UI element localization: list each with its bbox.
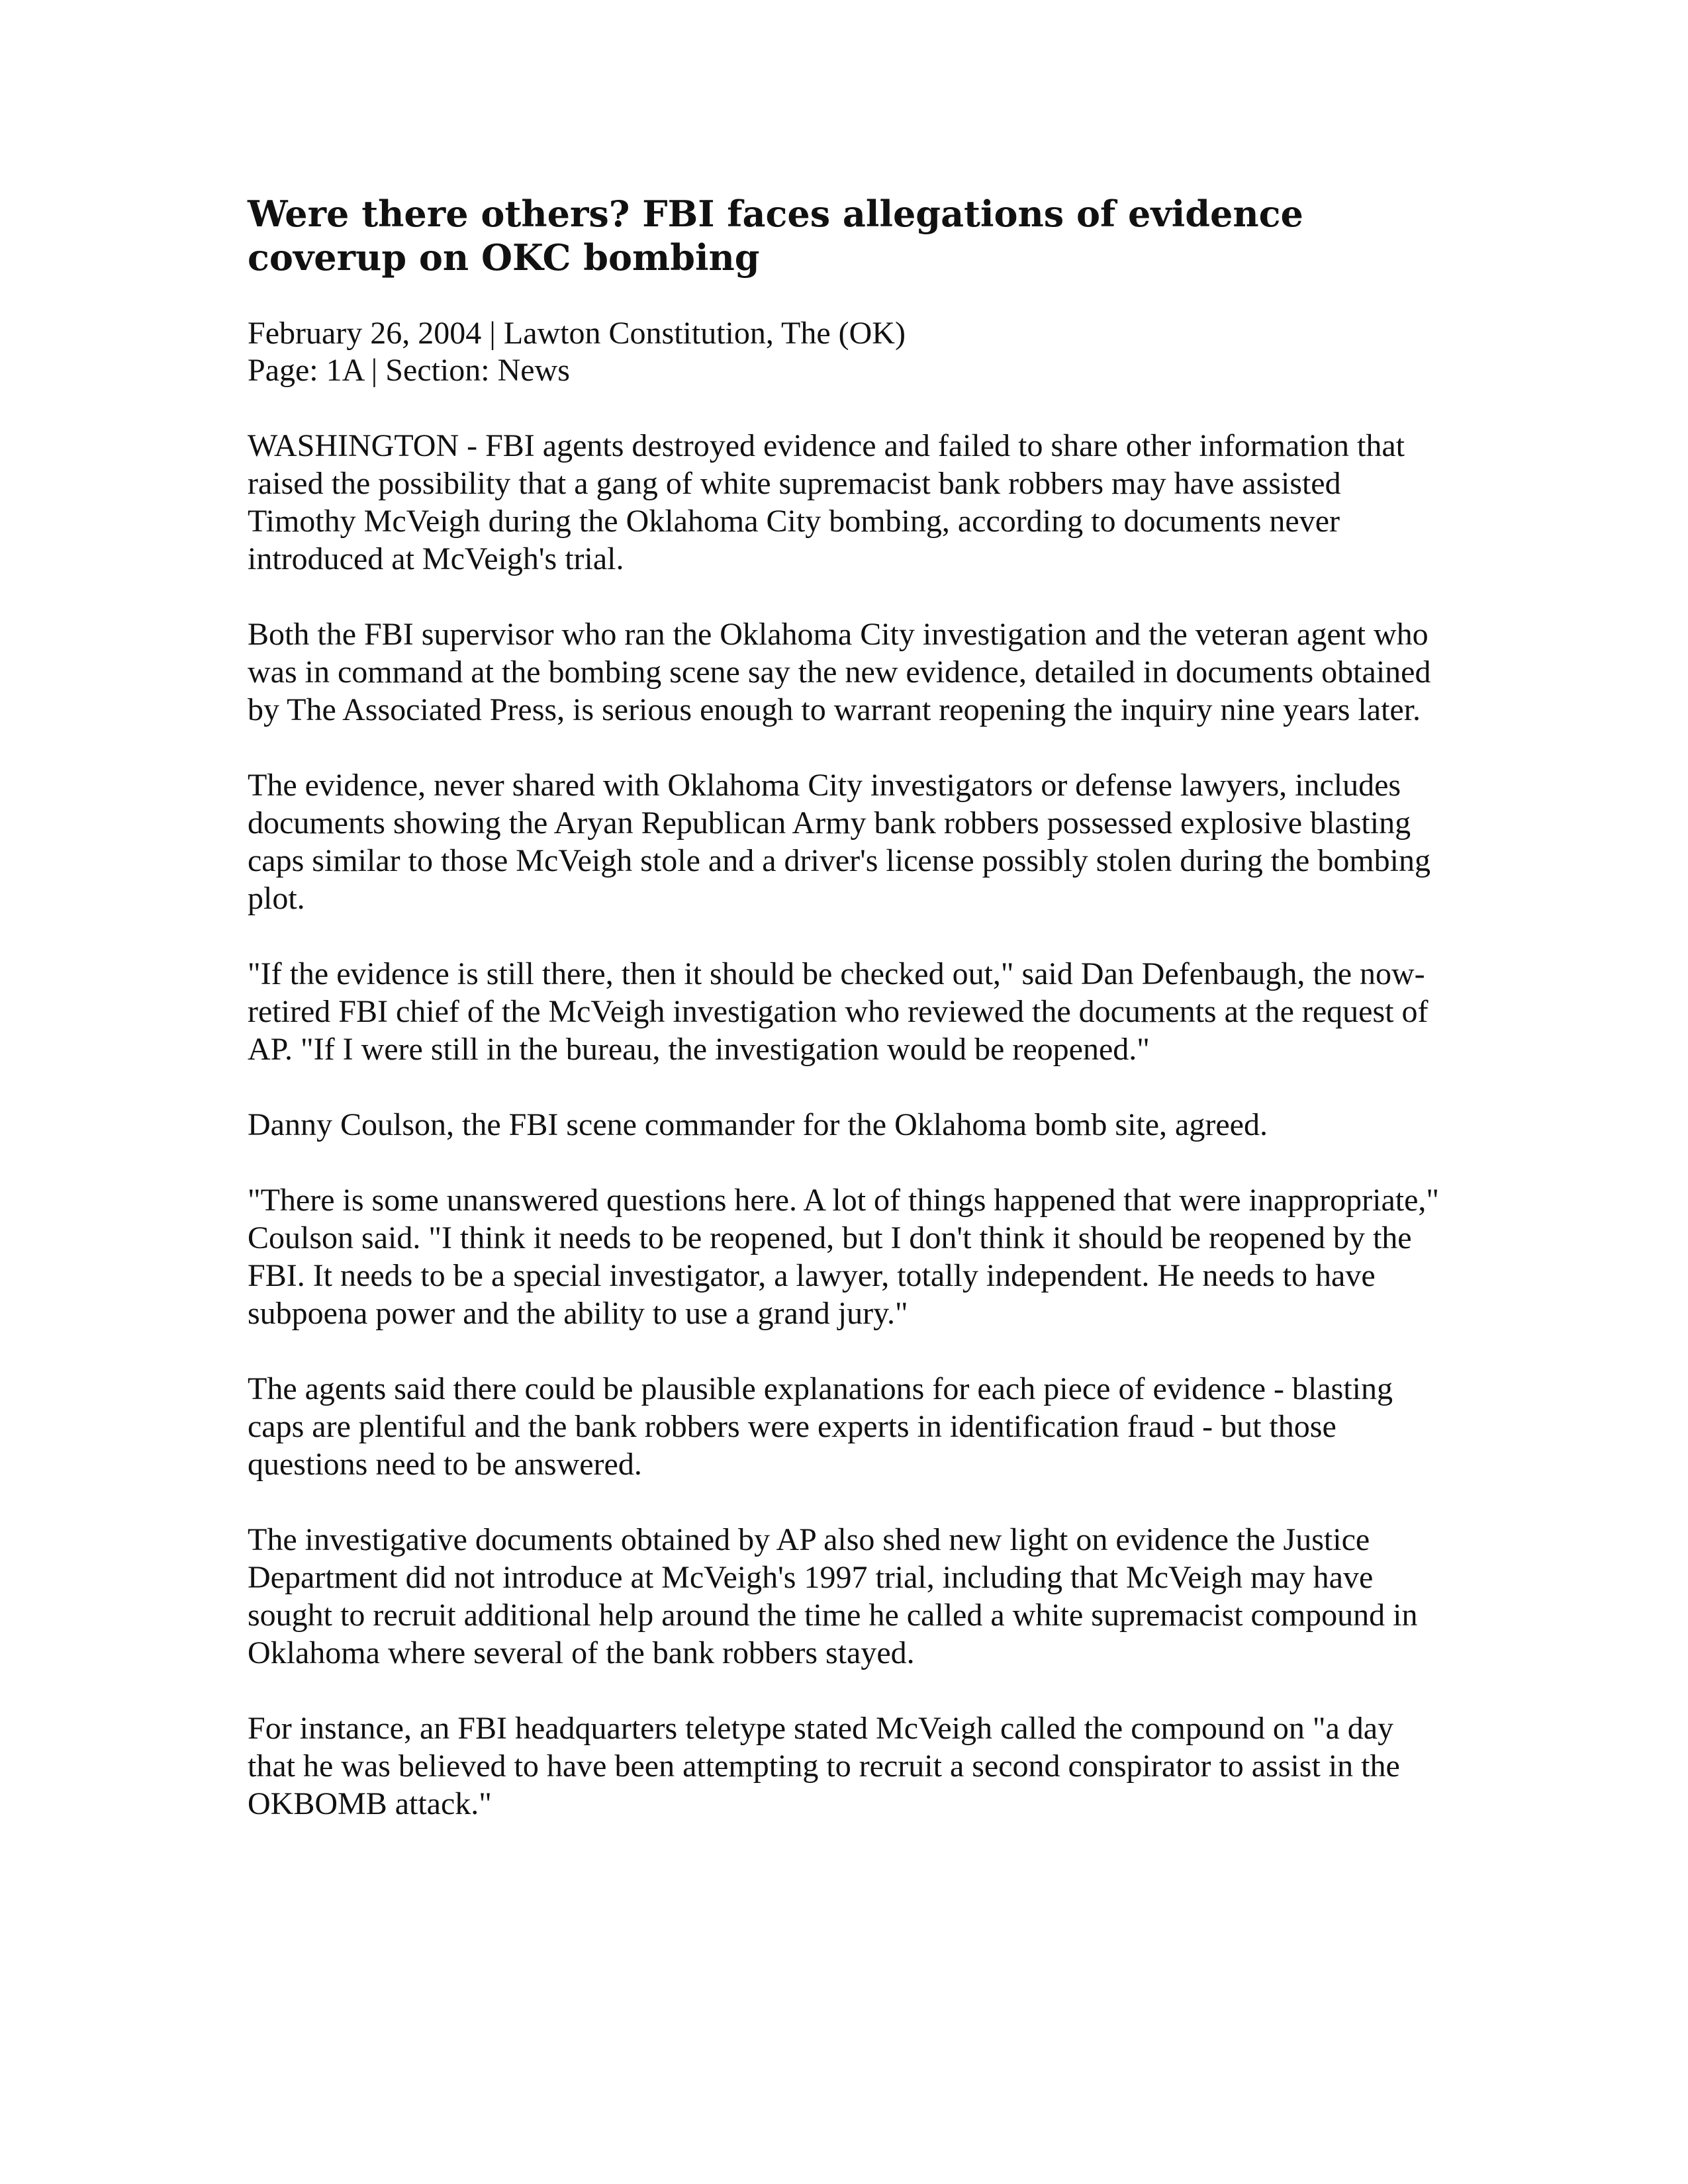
article-page-section: Page: 1A | Section: News — [248, 353, 570, 388]
article-paragraph: Both the FBI supervisor who ran the Oklahoma City investigation and the veteran agent who was in command at the bombing scene say the new evidence, detailed in documents obtained by The Associated Press, is serious enough to warrant reopening the inquiry nine years later. — [248, 617, 1431, 727]
article-paragraph: For instance, an FBI headquarters teletype stated McVeigh called the compound on "a day that he was believed to have been attempting to recruit a second conspirator to assist in the OKBOMB attack." — [248, 1711, 1400, 1821]
article-paragraph: "If the evidence is still there, then it should be checked out," said Dan Defenbaugh, the now-retired FBI chief of the McVeigh investigation who reviewed the documents at the request of AP. "If I were still in the bureau, the investigation would be reopened." — [248, 956, 1429, 1067]
article-page — [248, 192, 1446, 1860]
article-paragraph: WASHINGTON - FBI agents destroyed evidence and failed to share other information that raised the possibility that a gang of white supremacist bank robbers may have assisted Timothy McVeigh during the Oklahoma City bombing, according to documents never introduced at McVeigh's trial. — [248, 428, 1405, 576]
article-paragraph: Danny Coulson, the FBI scene commander for the Oklahoma bomb site, agreed. — [248, 1107, 1268, 1142]
article-body — [248, 427, 1446, 1823]
article-meta — [248, 315, 1446, 389]
article-paragraph: The evidence, never shared with Oklahoma City investigators or defense lawyers, includes documents showing the Aryan Republican Army bank robbers possessed explosive blasting caps similar to those McVeigh stole and a driver's license possibly stolen during the bombing plot. — [248, 768, 1431, 916]
article-paragraph: The investigative documents obtained by AP also shed new light on evidence the Justice Department did not introduce at McVeigh's 1997 trial, including that McVeigh may have sought to recruit additional help around the time he called a white supremacist compound in Oklahoma where several of the bank robbers stayed. — [248, 1522, 1418, 1670]
article-paragraph: The agents said there could be plausible explanations for each piece of evidence - blasting caps are plentiful and the bank robbers were experts in identification fraud - but those questions need to be answered. — [248, 1371, 1393, 1482]
article-paragraph: "There is some unanswered questions here. A lot of things happened that were inappropriate," Coulson said. "I think it needs to be reopened, but I don't think it should be reopened by the FBI. It needs to be a special investigator, a lawyer, totally independent. He needs to have subpoena power and the ability to use a grand jury." — [248, 1183, 1440, 1331]
article-headline: Were there others? FBI faces allegations of evidence coverup on OKC bombing — [248, 193, 1303, 279]
article-date-source: February 26, 2004 | Lawton Constitution, The (OK) — [248, 316, 906, 351]
